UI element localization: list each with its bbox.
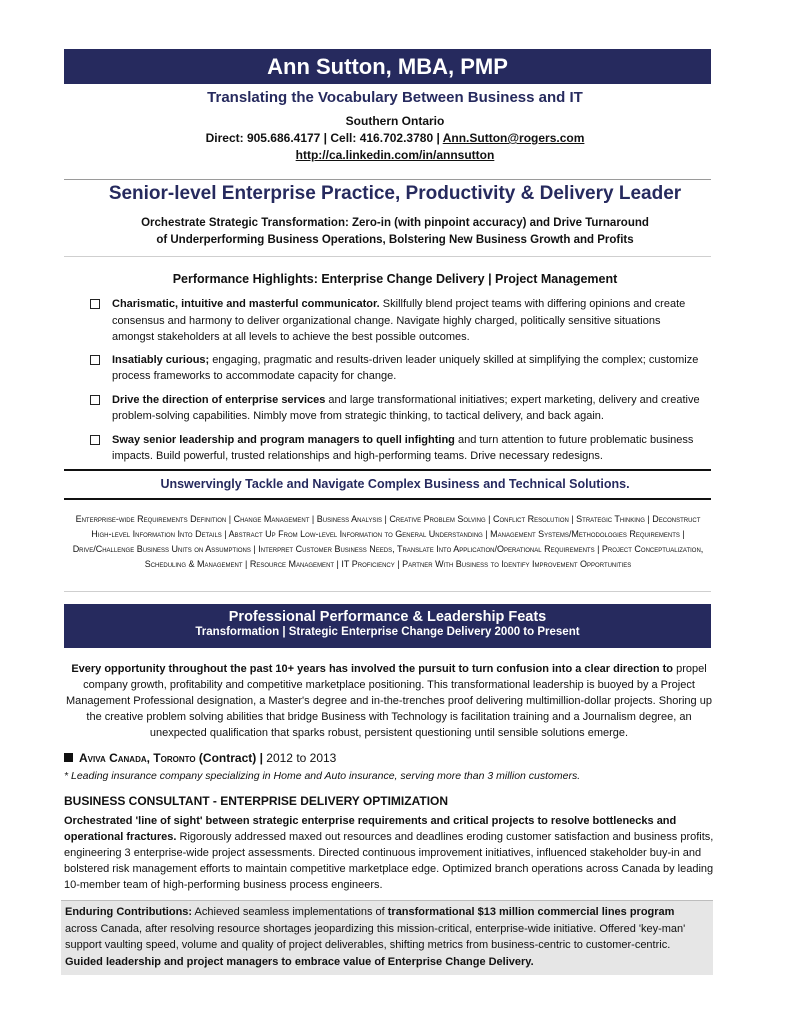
contract-label: (Contract) | xyxy=(195,751,263,765)
contact-line xyxy=(0,131,790,145)
checkbox-icon xyxy=(90,435,100,445)
subheadline-line-2: of Underperforming Business Operations, Bolstering New Business Growth and Profits xyxy=(156,234,634,246)
checkbox-icon xyxy=(90,299,100,309)
role-summary xyxy=(64,813,714,893)
candidate-name: Ann Sutton, MBA, PMP xyxy=(267,54,508,79)
highlight-lead: Insatiably curious; xyxy=(112,353,210,366)
role-title: BUSINESS CONSULTANT - ENTERPRISE DELIVERY OPTIMIZATION xyxy=(64,794,449,808)
highlight-item xyxy=(90,432,700,465)
experience-intro xyxy=(64,661,714,741)
highlights-list xyxy=(90,296,700,465)
experience-banner xyxy=(64,604,711,648)
linkedin-link[interactable]: http://ca.linkedin.com/in/annsutton xyxy=(295,148,495,162)
linkedin-line xyxy=(0,148,790,162)
company-name: Aviva Canada, Toronto xyxy=(79,751,196,765)
checkbox-icon xyxy=(90,395,100,405)
highlight-item xyxy=(90,352,700,385)
intro-lead: Every opportunity throughout the past 10+ years has involved the pursuit to turn confusion into a clear direction to xyxy=(71,663,674,675)
company-line xyxy=(64,751,336,765)
enduring-label: Enduring Contributions: xyxy=(65,906,193,918)
enduring-text: Achieved seamless implementations of xyxy=(192,906,388,918)
email-link[interactable]: Ann.Sutton@rogers.com xyxy=(442,131,585,145)
company-description: * Leading insurance company specializing in Home and Auto insurance, serving more than 3 million customers. xyxy=(64,770,581,782)
highlight-item xyxy=(90,296,700,346)
enduring-text: across Canada, after resolving resource shortages jeopardizing this mission-critical, enterprise-wide initiative. Offered 'key-man' support vaulting speed, volume and quality of project deliverables, shifting metrics from business-centric to customer-centric. xyxy=(65,922,686,951)
intro-text: propel company growth, profitability and competitive marketplace positioning. This transformational leadership is buoyed by a Project Management Professional designation, a Master's degree and in-the-trenches proof delivering multimillion-dollar projects. Shoring up the creative problem solving abilities that bridge Business with Technology is facilitation training and a Journalism degree, an unexpected qualification that sparks robust, persistent questioning until sensible solutions emerge. xyxy=(66,663,712,739)
highlight-text: and turn attention to future problematic business impacts. Build powerful, trusted relationships and high-performing teams. Drive necessary redesigns. xyxy=(112,433,694,462)
name-banner xyxy=(64,49,711,84)
checkbox-icon xyxy=(90,355,100,365)
square-bullet-icon xyxy=(64,753,73,762)
highlight-text: Skillfully blend project teams with differing opinions and create consensus and harmony to deliver organizational change. Navigate highly charged, politically sensitive situations amongst stakeholders at all levels to achieve the best possible outcomes. xyxy=(112,298,686,343)
tagline: Translating the Vocabulary Between Business and IT xyxy=(207,89,583,106)
divider xyxy=(64,256,711,257)
headline: Senior-level Enterprise Practice, Productivity & Delivery Leader xyxy=(108,183,682,204)
enduring-highlight: transformational $13 million commercial lines program xyxy=(387,906,675,918)
highlight-text: and large transformational initiatives; expert marketing, delivery and creative problem-solving capabilities. Nimbly move from strategic thinking, to tactical delivery, and back again. xyxy=(112,393,700,422)
core-competencies: Enterprise-wide Requirements Definition | Change Management | Business Analysis | Creative Problem Solving | Conflict Resolution | Strategic Thinking | Deconstruct High-level Information Into Details | Abstract Up From Low-level Information to General Understanding | Management Systems/Methodologies Requirements | Drive/Challenge Business Units on Assumptions | Interpret Customer Business Needs, Translate Into Application/Operational Requirements | Project Conceptualization, Scheduling & Management | Resource Management | IT Proficiency | Partner With Business to Identify Improvement Opportunities xyxy=(72,514,704,569)
highlight-item xyxy=(90,392,700,425)
highlight-lead: Drive the direction of enterprise services xyxy=(112,393,326,406)
divider xyxy=(64,179,711,180)
divider xyxy=(64,498,711,500)
experience-title: Professional Performance & Leadership Feats xyxy=(228,609,547,625)
phone-numbers: Direct: 905.686.4177 | Cell: 416.702.3780 | xyxy=(205,131,443,145)
location: Southern Ontario xyxy=(345,114,445,128)
enduring-contributions xyxy=(61,900,713,975)
divider xyxy=(64,469,711,471)
highlight-lead: Charismatic, intuitive and masterful communicator. xyxy=(112,298,380,310)
divider xyxy=(64,591,711,592)
highlights-title: Performance Highlights: Enterprise Change Delivery | Project Management xyxy=(172,272,618,286)
position-dates: 2012 to 2013 xyxy=(262,751,337,765)
tackle-heading: Unswervingly Tackle and Navigate Complex Business and Technical Solutions. xyxy=(160,477,630,491)
experience-subtitle: Transformation | Strategic Enterprise Change Delivery 2000 to Present xyxy=(195,626,580,638)
highlight-lead: Sway senior leadership and program managers to quell infighting xyxy=(112,433,455,446)
role-summary-lead: Orchestrated 'line of sight' between strategic enterprise requirements and critical projects to resolve bottlenecks and operational fractures. xyxy=(64,815,677,843)
subheadline-line-1: Orchestrate Strategic Transformation: Zero-in (with pinpoint accuracy) and Drive Turnaround xyxy=(141,217,649,229)
enduring-highlight: Guided leadership and project managers to embrace value of Enterprise Change Delivery. xyxy=(65,955,534,968)
role-summary-text: Rigorously addressed maxed out resources and deadlines eroding customer satisfaction and business profits, engineering 3 enterprise-wide project assessments. Directed continuous improvement initiatives, influenced stakeholder buy-in and bolstered risk management efforts to maintain competitive marketplace edge. Optimized branch operations across Canada by leading 10-member team of high-performing business process engineers. xyxy=(64,831,714,891)
highlight-text: engaging, pragmatic and results-driven leader uniquely skilled at simplifying the complex; customize process frameworks to accommodate capacity for change. xyxy=(112,353,699,382)
